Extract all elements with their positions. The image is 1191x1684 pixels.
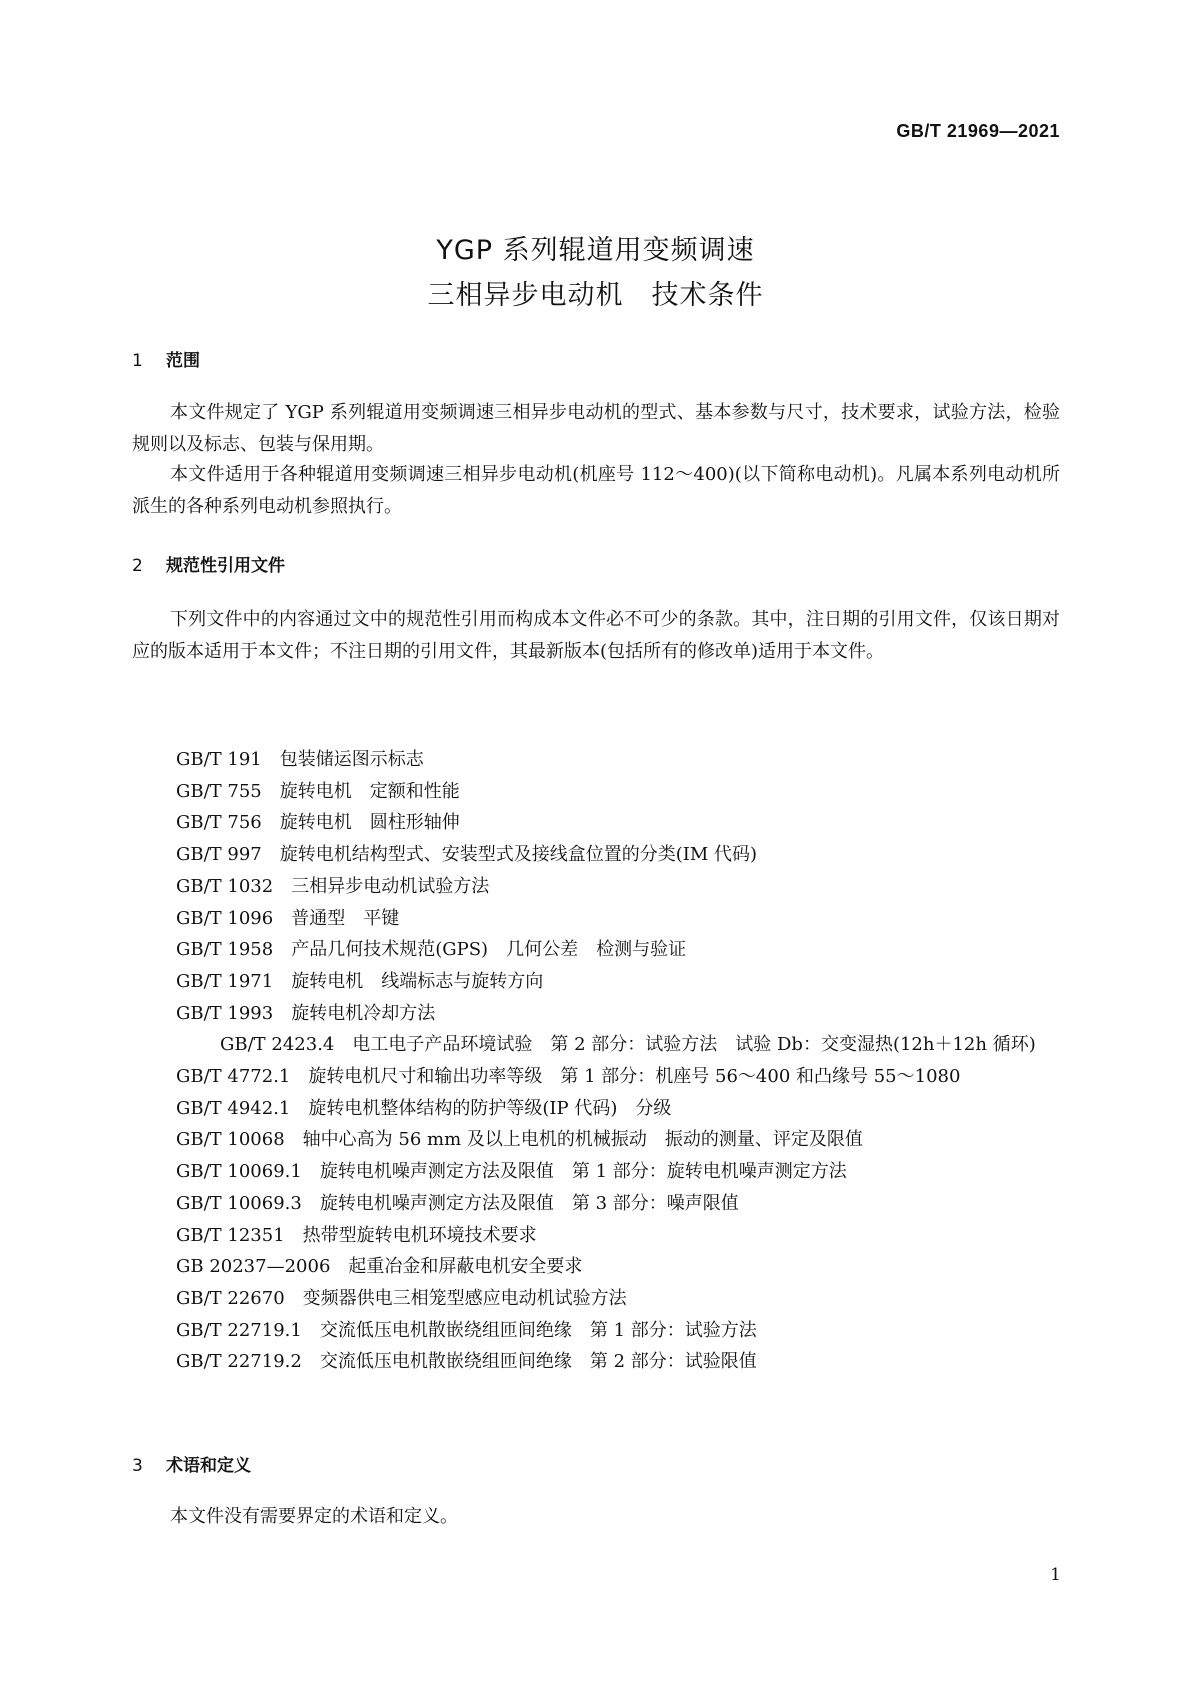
reference-item [132, 934, 1060, 966]
section-heading-normative-references [132, 551, 285, 576]
page-number: 1 [1050, 1565, 1061, 1585]
reference-code: GB/T 22719.1 [176, 1319, 302, 1341]
reference-title: 普通型 平键 [291, 907, 400, 929]
references-intro-paragraph: 下列文件中的内容通过文中的规范性引用而构成本文件必不可少的条款。其中，注日期的引用文件，仅该日期对应的版本适用于本文件；不注日期的引用文件，其最新版本(包括所有的修改单)适用于本文件。 [132, 609, 1060, 662]
reference-item [132, 871, 1060, 903]
terms-paragraph: 本文件没有需要界定的术语和定义。 [170, 1506, 458, 1527]
reference-title: 电工电子产品环境试验 第 2 部分：试验方法 试验 Db：交变湿热(12h＋12h 循环) [352, 1034, 1036, 1056]
reference-item [132, 807, 1060, 839]
reference-title: 变频器供电三相笼型感应电动机试验方法 [302, 1287, 627, 1309]
reference-code: GB/T 4942.1 [176, 1097, 291, 1119]
reference-code: GB/T 10069.3 [176, 1192, 302, 1214]
section-title: 范围 [166, 351, 200, 371]
reference-code: GB/T 12351 [176, 1224, 285, 1246]
section-heading-scope [132, 346, 200, 371]
reference-title: 包装储运图示标志 [279, 749, 424, 770]
section-title: 规范性引用文件 [166, 556, 285, 576]
reference-code: GB/T 191 [176, 749, 262, 770]
reference-title: 旋转电机结构型式、安装型式及接线盒位置的分类(IM 代码) [279, 844, 758, 866]
reference-item [132, 839, 1060, 871]
reference-title: 旋转电机噪声测定方法及限值 第 3 部分：噪声限值 [319, 1192, 739, 1214]
reference-code: GB/T 10069.1 [176, 1161, 302, 1183]
reference-code: GB/T 1032 [176, 875, 274, 897]
title-line-1: YGP 系列辊道用变频调速 [436, 235, 755, 266]
reference-item [132, 1315, 1060, 1347]
reference-title: 交流低压电机散嵌绕组匝间绝缘 第 1 部分：试验方法 [319, 1319, 757, 1341]
reference-title: 产品几何技术规范(GPS) 几何公差 检测与验证 [291, 939, 687, 961]
reference-code: GB/T 755 [176, 780, 262, 802]
reference-code: GB/T 22719.2 [176, 1351, 302, 1373]
reference-code: GB/T 997 [176, 844, 262, 866]
reference-item [132, 1283, 1060, 1315]
reference-item [132, 966, 1060, 998]
reference-code: GB/T 1096 [176, 907, 274, 929]
reference-title: 旋转电机尺寸和输出功率等级 第 1 部分：机座号 56～400 和凸缘号 55～1080 [308, 1066, 961, 1088]
reference-code: GB/T 1993 [176, 1002, 274, 1024]
reference-title: 旋转电机 线端标志与旋转方向 [291, 970, 544, 992]
section-title: 术语和定义 [166, 1456, 251, 1476]
reference-title: 旋转电机噪声测定方法及限值 第 1 部分：旋转电机噪声测定方法 [319, 1161, 847, 1183]
title-line-2: 三相异步电动机 技术条件 [427, 280, 764, 311]
reference-item [132, 1156, 1060, 1188]
section-number: 2 [132, 556, 143, 576]
reference-item [132, 903, 1060, 935]
reference-list [132, 744, 1060, 1378]
reference-item [132, 744, 1060, 776]
reference-title: 旋转电机整体结构的防护等级(IP 代码) 分级 [308, 1097, 672, 1119]
reference-item [132, 998, 1060, 1030]
reference-title: 旋转电机 定额和性能 [279, 780, 460, 802]
reference-title: 交流低压电机散嵌绕组匝间绝缘 第 2 部分：试验限值 [319, 1351, 757, 1373]
reference-title: 起重冶金和屏蔽电机安全要求 [348, 1256, 583, 1278]
section-number: 1 [132, 351, 143, 371]
reference-item [132, 1124, 1060, 1156]
reference-code: GB 20237—2006 [176, 1256, 331, 1278]
reference-title: 旋转电机冷却方法 [291, 1002, 436, 1024]
reference-code: GB/T 1958 [176, 939, 274, 961]
reference-title: 轴中心高为 56 mm 及以上电机的机械振动 振动的测量、评定及限值 [302, 1129, 863, 1151]
reference-title: 旋转电机 圆柱形轴伸 [279, 812, 460, 834]
reference-code: GB/T 4772.1 [176, 1066, 291, 1088]
reference-title: 热带型旋转电机环境技术要求 [302, 1224, 537, 1246]
reference-item [132, 1093, 1060, 1125]
section-number: 3 [132, 1456, 143, 1476]
reference-code: GB/T 2423.4 [220, 1034, 335, 1056]
reference-code: GB/T 1971 [176, 970, 274, 992]
section-heading-terms-definitions [132, 1451, 251, 1476]
reference-item [132, 1188, 1060, 1220]
reference-code: GB/T 22670 [176, 1287, 285, 1309]
reference-title: 三相异步电动机试验方法 [291, 875, 490, 897]
reference-item [132, 1061, 1060, 1093]
standard-code: GB/T 21969—2021 [896, 121, 1060, 141]
reference-item [132, 776, 1060, 808]
document-title [0, 228, 1191, 318]
reference-item [132, 1029, 1060, 1061]
reference-item [132, 1220, 1060, 1252]
reference-item [132, 1346, 1060, 1378]
reference-code: GB/T 10068 [176, 1129, 285, 1151]
reference-code: GB/T 756 [176, 812, 262, 834]
scope-paragraph-1: 本文件规定了 YGP 系列辊道用变频调速三相异步电动机的型式、基本参数与尺寸，技术要求，试验方法，检验规则以及标志、包装与保用期。 [132, 402, 1060, 455]
reference-item [132, 1251, 1060, 1283]
scope-paragraph-2: 本文件适用于各种辊道用变频调速三相异步电动机(机座号 112～400)(以下简称电动机)。凡属本系列电动机所派生的各种系列电动机参照执行。 [132, 464, 1060, 517]
